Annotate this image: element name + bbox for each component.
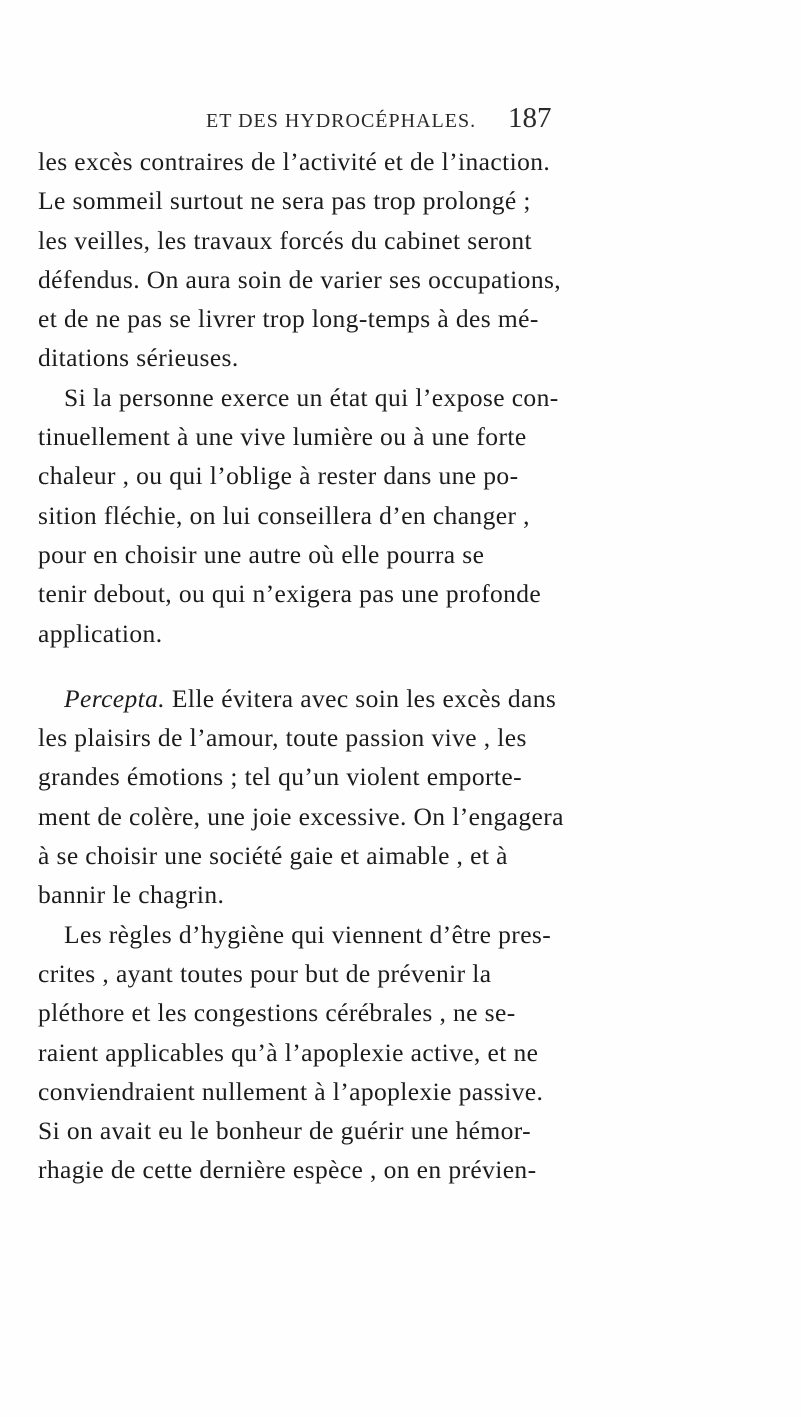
text-line: Les règles d’hygiène qui viennent d’être pres-: [64, 919, 552, 949]
text-line: à se choisir une société gaie et aimable , et à: [38, 841, 508, 871]
text-line: conviendraient nullement à l’apoplexie passive.: [38, 1076, 544, 1106]
running-header: [206, 100, 706, 140]
text-line: raient applicables qu’à l’apoplexie active, et ne: [38, 1037, 539, 1067]
text-line: tenir debout, ou qui n’exigera pas une profonde: [38, 579, 542, 609]
running-title: ET DES HYDROCÉPHALES.: [206, 110, 477, 132]
text-line: application.: [38, 618, 163, 648]
text-line: tinuellement à une vive lumière ou à une forte: [38, 422, 527, 452]
paragraph-gap: [38, 653, 718, 679]
text-line: crites , ayant toutes pour but de prévenir la: [38, 958, 492, 988]
text-line: pour en choisir une autre où elle pourra se: [38, 539, 485, 569]
text-line: ditations sérieuses.: [38, 343, 239, 373]
text-line: sition fléchie, on lui conseillera d’en changer ,: [38, 500, 530, 530]
text-line: les plaisirs de l’amour, toute passion vive , les: [38, 723, 527, 753]
text-line: grandes émotions ; tel qu’un violent emporte-: [38, 762, 522, 792]
text-line: [38, 679, 718, 718]
text-line: Si on avait eu le bonheur de guérir une hémor-: [38, 1116, 532, 1146]
text-line: les excès contraires de l’activité et de l’inaction.: [38, 147, 551, 176]
text-line: et de ne pas se livrer trop long-temps à des mé-: [38, 304, 539, 334]
text-line: ment de colère, une joie excessive. On l’engagera: [38, 801, 564, 831]
text-line: Le sommeil surtout ne sera pas trop prolongé ;: [38, 186, 531, 216]
text-line: défendus. On aura soin de varier ses occupations,: [38, 264, 562, 294]
text-line: bannir le chagrin.: [38, 880, 225, 910]
text-line: les veilles, les travaux forcés du cabinet seront: [38, 225, 533, 255]
paragraph-2: [38, 378, 718, 653]
paragraph-4: [38, 915, 718, 1190]
text-line-rest: Elle évitera avec soin les excès dans: [165, 683, 557, 713]
text-line: rhagie de cette dernière espèce , on en prévien-: [38, 1155, 537, 1185]
page-number: 187: [508, 102, 552, 134]
text-line: pléthore et les congestions cérébrales , ne se-: [38, 998, 516, 1028]
paragraph-1: [38, 142, 718, 378]
section-lead-italic: Percepta.: [64, 683, 166, 713]
body-text: [38, 142, 718, 1190]
text-line: chaleur , ou qui l’oblige à rester dans une po-: [38, 461, 519, 491]
text-line: Si la personne exerce un état qui l’expose con-: [64, 382, 559, 412]
paragraph-3: [38, 679, 718, 915]
